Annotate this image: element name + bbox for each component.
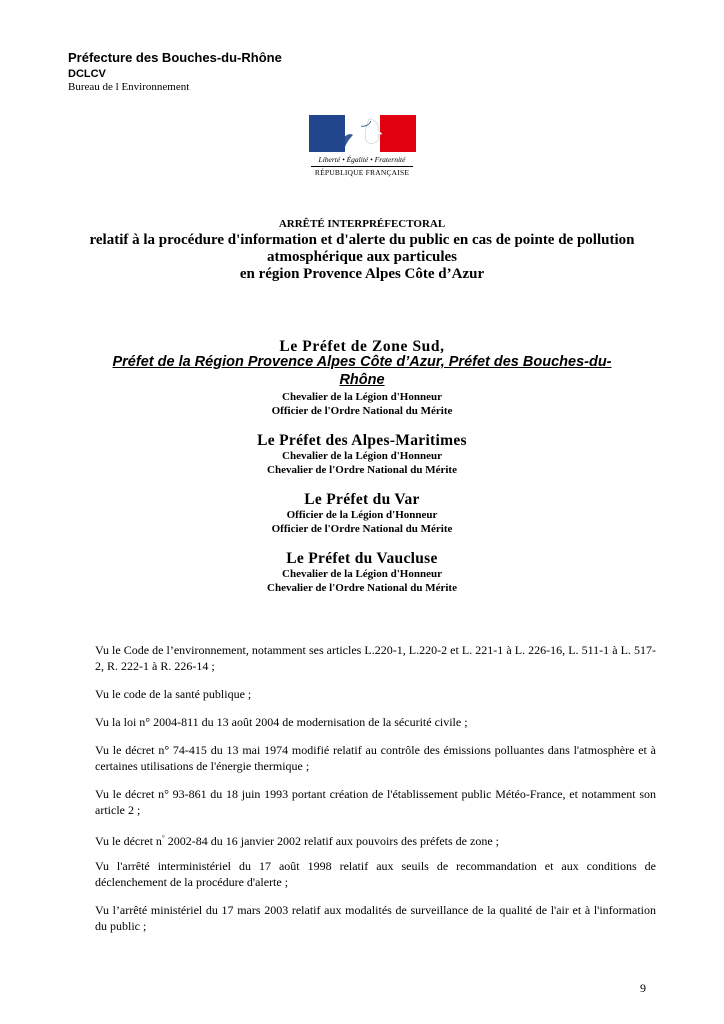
- department-code: DCLCV: [68, 68, 106, 80]
- honor-line: Chevalier de la Légion d'Honneur: [282, 450, 442, 462]
- honor-line: Chevalier de l'Ordre National du Mérite: [267, 582, 457, 594]
- degree-mark: °: [161, 834, 165, 842]
- arrete-title: [60, 232, 664, 283]
- prefet-var: Le Préfet du Var: [304, 491, 420, 508]
- visa-decret-1974: Vu le décret n° 74-415 du 13 mai 1974 modifié relatif au contrôle des émissions polluantes dans l'atmosphère et à certaines utilisations de l'énergie thermique ;: [95, 743, 656, 773]
- bureau-name: Bureau de l Environnement: [68, 81, 190, 93]
- arrete-kicker: ARRÊTÉ INTERPRÉFECTORAL: [278, 218, 446, 230]
- vaucluse-honors: [60, 567, 664, 595]
- arrete-title-line: relatif à la procédure d'information et d'alerte du public en cas de pointe de pollution: [89, 232, 635, 248]
- visa-loi-securite-civile: Vu la loi n° 2004-811 du 13 août 2004 de modernisation de la sécurité civile ;: [95, 715, 468, 729]
- arrete-title-line: atmosphérique aux particules: [266, 249, 457, 265]
- visa-arrete-2003: Vu l’arrêté ministériel du 17 mars 2003 relatif aux modalités de surveillance de la qualité de l'air et à l'information du public ;: [95, 903, 656, 933]
- honor-line: Officier de la Légion d'Honneur: [286, 509, 438, 521]
- alpes-honors: [60, 449, 664, 477]
- arrete-title-line: en région Provence Alpes Côte d’Azur: [239, 266, 485, 282]
- logo-motto: Liberté • Égalité • Fraternité: [318, 155, 406, 164]
- prefet-region-title: [80, 353, 644, 389]
- honor-line: Chevalier de la Légion d'Honneur: [282, 568, 442, 580]
- visa-decret-1993: Vu le décret n° 93-861 du 18 juin 1993 portant création de l'établissement public Météo-France, et notamment son article 2 ;: [95, 787, 656, 817]
- honor-line: Officier de l'Ordre National du Mérite: [271, 523, 453, 535]
- visa-code-environnement: Vu le Code de l’environnement, notamment ses articles L.220-1, L.220-2 et L. 221-1 à L. 226-16, L. 511-1 à L. 517-2, R. 222-1 à R. 226-14 ;: [95, 643, 656, 673]
- var-honors: [60, 508, 664, 536]
- republique-francaise-logo: [307, 115, 417, 185]
- visa-decret-2002: [95, 830, 656, 849]
- prefet-zone-sud: Le Préfet de Zone Sud,: [279, 338, 445, 355]
- prefet-region-line: Rhône: [339, 372, 385, 388]
- honor-line: Chevalier de l'Ordre National du Mérite: [267, 464, 457, 476]
- prefet-vaucluse: Le Préfet du Vaucluse: [286, 550, 438, 567]
- honor-line: Officier de l'Ordre National du Mérite: [271, 405, 453, 417]
- visa-text: 2002-84 du 16 janvier 2002 relatif aux pouvoirs des préfets de zone ;: [164, 834, 499, 848]
- marianne-flag-icon: [309, 115, 416, 152]
- prefet-alpes-maritimes: Le Préfet des Alpes-Maritimes: [257, 432, 467, 449]
- visa-text: Vu le décret n: [95, 834, 162, 848]
- page-number: 9: [640, 981, 646, 995]
- prefet-region-line: Préfet de la Région Provence Alpes Côte d’Azur, Préfet des Bouches-du-: [112, 354, 612, 370]
- region-honors: [60, 390, 664, 418]
- visa-code-sante: Vu le code de la santé publique ;: [95, 687, 252, 701]
- honor-line: Chevalier de la Légion d'Honneur: [282, 391, 442, 403]
- logo-divider: [311, 166, 413, 167]
- logo-republic-label: RÉPUBLIQUE FRANÇAISE: [314, 168, 410, 177]
- visa-arrete-1998: Vu l'arrêté interministériel du 17 août 1998 relatif aux seuils de recommandation et aux conditions de déclenchement de la procédure d'alerte ;: [95, 859, 656, 889]
- prefecture-name: Préfecture des Bouches-du-Rhône: [68, 50, 282, 65]
